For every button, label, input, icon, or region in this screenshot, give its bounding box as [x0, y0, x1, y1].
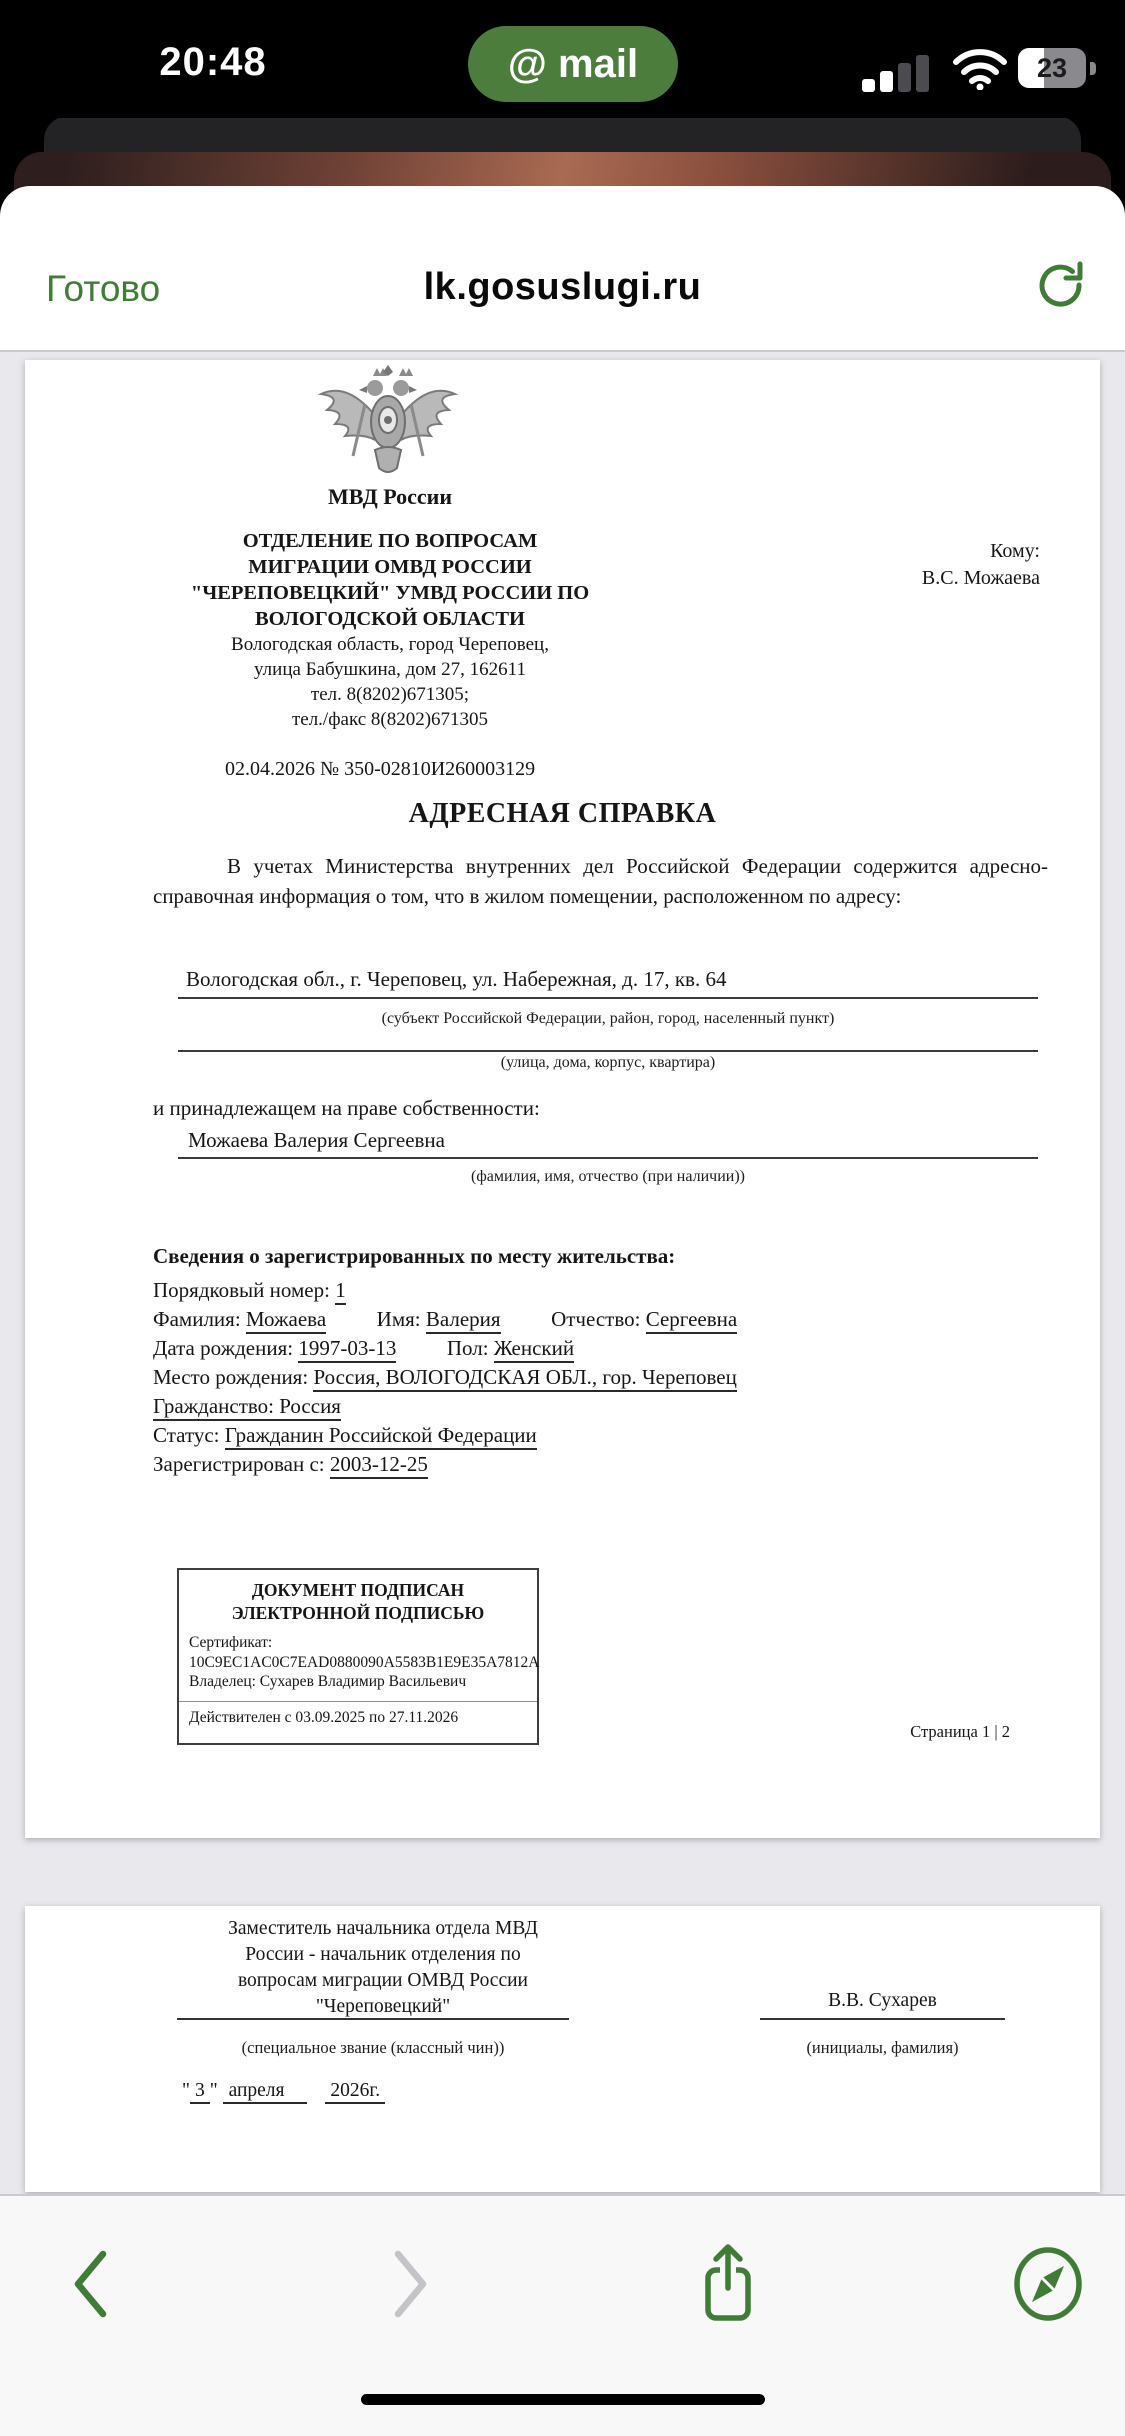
stamp-owner: Владелец: Сухарев Владимир Васильевич	[189, 1673, 467, 1690]
position-line: России - начальник отделения по	[245, 1944, 521, 1965]
date-month: апреля	[223, 2080, 307, 2104]
mvd-emblem-icon	[313, 364, 463, 482]
position-caption: (специальное звание (классный чин))	[241, 2038, 505, 2057]
date-quote: "	[209, 2080, 218, 2101]
reload-button[interactable]	[1032, 258, 1092, 318]
position-line: "Череповецкий"	[315, 1996, 451, 2017]
field-row	[153, 1334, 1053, 1363]
field-label: Пол:	[446, 1336, 489, 1360]
org-line: ОТДЕЛЕНИЕ ПО ВОПРОСАМ	[242, 530, 538, 552]
stamp-title: ДОКУМЕНТ ПОДПИСАН	[251, 1580, 465, 1600]
cellular-signal-icon	[862, 52, 940, 92]
field-label: Имя:	[376, 1307, 421, 1331]
addressee-name: В.С. Можаева	[921, 567, 1040, 589]
safari-bottom-toolbar	[0, 2194, 1125, 2436]
stamp-title: ЭЛЕКТРОННОЙ ПОДПИСЬЮ	[231, 1602, 485, 1623]
date-day: 3	[190, 2080, 210, 2104]
owner-caption: (фамилия, имя, отчество (при наличии))	[471, 1168, 745, 1185]
field-row	[153, 1392, 1053, 1421]
clock: 20:48	[159, 40, 267, 84]
field-label: Зарегистрирован с:	[153, 1452, 325, 1476]
position-line: вопросам миграции ОМВД России	[237, 1970, 528, 1991]
org-line: МИГРАЦИИ ОМВД РОССИИ	[248, 556, 532, 578]
owner-name-line	[178, 1128, 1038, 1159]
org-address-line: Вологодская область, город Череповец,	[231, 634, 549, 655]
registration-fields	[153, 1276, 1053, 1479]
field-value: Можаева	[246, 1307, 326, 1334]
back-button[interactable]	[50, 2242, 130, 2326]
addressee-block	[700, 538, 1040, 592]
field-value: Женский	[494, 1336, 574, 1363]
document-viewer[interactable]	[0, 352, 1125, 2194]
battery-icon	[1018, 48, 1096, 88]
field-value: 1	[335, 1278, 346, 1305]
document-page-2	[25, 1906, 1100, 2192]
date-quote: "	[182, 2080, 190, 2101]
done-button[interactable]: Готово	[46, 268, 161, 309]
wifi-icon	[950, 46, 1010, 95]
field-value: Россия, ВОЛОГОДСКАЯ ОБЛ., гор. Череповец	[313, 1365, 736, 1392]
field-row	[153, 1363, 1053, 1392]
return-to-mail-app-pill[interactable]	[468, 26, 678, 102]
ownership-intro: и принадлежащем на праве собственности:	[153, 1096, 540, 1120]
home-indicator[interactable]	[361, 2394, 765, 2405]
intro-paragraph: В учетах Министерства внутренних дел Российской Федерации содержится адресно-справочная информация о том, что в жилом помещении, расположенном по адресу:	[153, 854, 1048, 908]
signer-name: В.В. Сухарев	[828, 1990, 937, 2011]
section-title: Сведения о зарегистрированных по месту жительства:	[153, 1244, 676, 1268]
field-value: 1997-03-13	[298, 1336, 396, 1363]
field-label: Статус:	[153, 1423, 220, 1447]
position-underline	[177, 2018, 569, 2020]
stamp-validity: Действителен с 03.09.2025 по 27.11.2026	[179, 1701, 537, 1727]
field-value: 2003-12-25	[330, 1452, 428, 1479]
field-label: Отчество:	[551, 1307, 641, 1331]
address-caption: (субъект Российской Федерации, район, город, населенный пункт)	[381, 1010, 835, 1027]
field-value: Сергеевна	[646, 1307, 738, 1334]
org-address-line: улица Бабушкина, дом 27, 162611	[254, 659, 526, 680]
open-in-safari-icon[interactable]	[1008, 2242, 1088, 2326]
field-label: Порядковый номер:	[153, 1278, 330, 1302]
digital-signature-stamp	[177, 1568, 539, 1745]
owner-name: Можаева Валерия Сергеевна	[188, 1128, 445, 1152]
reference-number: 02.04.2026 № 350-02810И260003129	[225, 758, 536, 780]
addressee-label: Кому:	[990, 540, 1040, 562]
page-indicator: Страница 1 | 2	[910, 1722, 1010, 1741]
org-address-line: тел. 8(8202)671305;	[310, 684, 470, 705]
document-page-1	[25, 360, 1100, 1838]
signer-position-block	[177, 1916, 589, 2020]
field-value: Гражданство: Россия	[153, 1394, 341, 1421]
field-row	[153, 1305, 1053, 1334]
address-value-line	[178, 967, 1038, 999]
field-label: Фамилия:	[153, 1307, 241, 1331]
stamp-cert-value: 10C9EC1AC0C7EAD0880090A5583B1E9E35A7812A	[189, 1653, 540, 1671]
field-row	[153, 1450, 1053, 1479]
share-icon[interactable]	[688, 2242, 768, 2326]
field-value: Валерия	[426, 1307, 501, 1334]
field-label: Дата рождения:	[153, 1336, 294, 1360]
url-field[interactable]: lk.gosuslugi.ru	[423, 266, 702, 308]
forward-button[interactable]	[371, 2242, 451, 2326]
stamp-cert-label: Сертификат:	[189, 1634, 273, 1651]
battery-percent: 23	[1036, 52, 1068, 83]
address-empty-line	[178, 1020, 1038, 1052]
field-value: Гражданин Российской Федерации	[225, 1423, 537, 1450]
field-label: Место рождения:	[153, 1365, 309, 1389]
signature-date	[182, 2080, 385, 2102]
address-value: Вологодская обл., г. Череповец, ул. Набережная, д. 17, кв. 64	[186, 967, 727, 991]
org-header-block	[90, 528, 690, 732]
safari-sheet-header	[0, 186, 1125, 352]
org-address-line: тел./факс 8(8202)671305	[291, 709, 489, 730]
position-line: Заместитель начальника отдела МВД	[228, 1918, 538, 1939]
document-title: АДРЕСНАЯ СПРАВКА	[408, 798, 717, 829]
mail-app-label: @ mail	[507, 41, 639, 86]
field-row	[153, 1276, 1053, 1305]
emblem-caption: МВД России	[327, 484, 452, 509]
signer-caption: (инициалы, фамилия)	[806, 2038, 959, 2057]
org-line: "ЧЕРЕПОВЕЦКИЙ" УМВД РОССИИ ПО	[190, 582, 590, 604]
date-year: 2026г.	[325, 2080, 385, 2104]
field-row	[153, 1421, 1053, 1450]
org-line: ВОЛОГОДСКОЙ ОБЛАСТИ	[254, 608, 526, 630]
status-bar	[0, 0, 1125, 118]
address-caption-2: (улица, дома, корпус, квартира)	[500, 1054, 716, 1071]
signer-underline	[760, 2018, 1005, 2020]
